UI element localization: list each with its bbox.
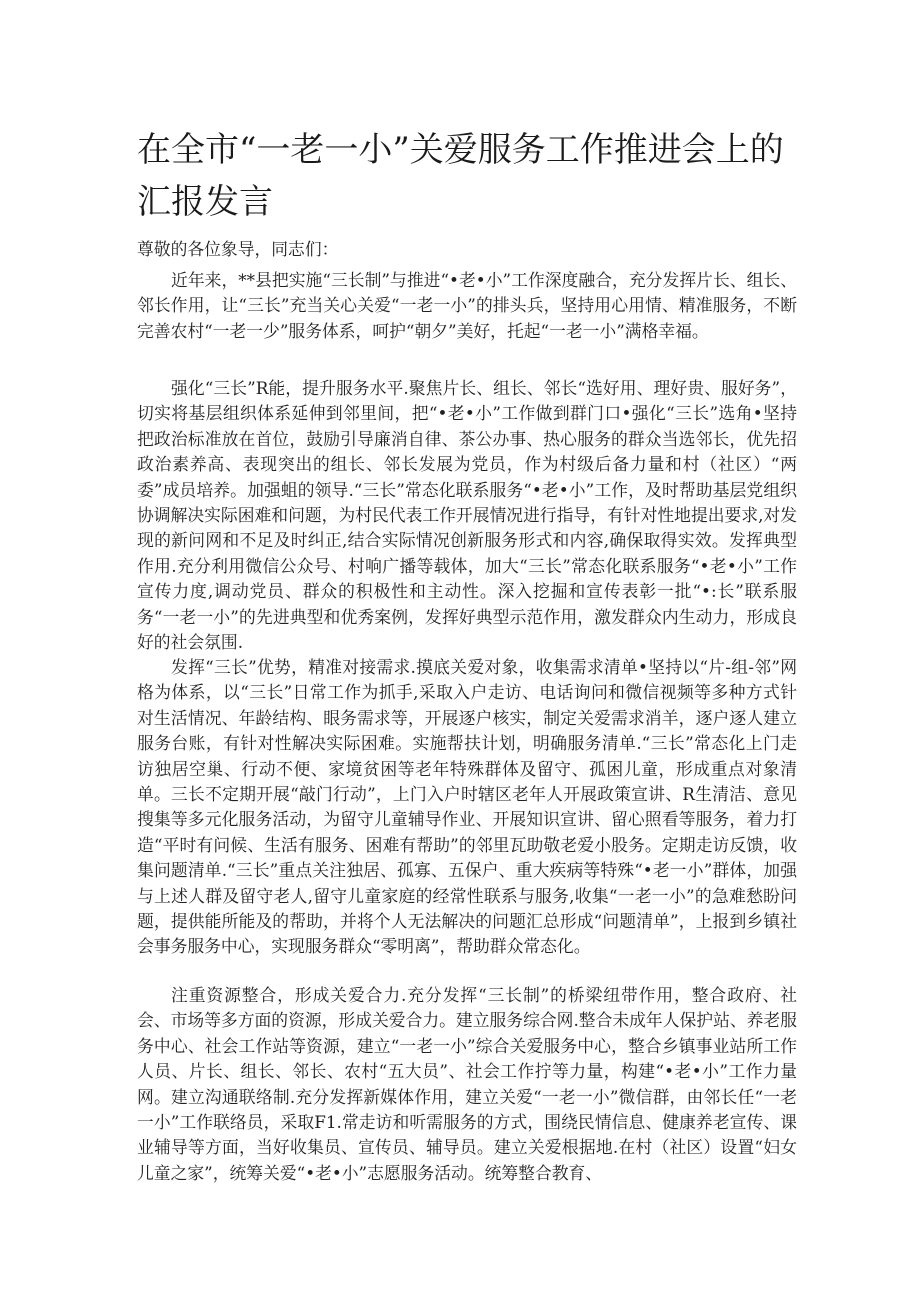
- salutation: 尊敬的各位象导，同志们：: [137, 239, 339, 259]
- document-title: 在全市“一老一小”关爱服务工作推进会上的汇报发言: [137, 130, 784, 222]
- paragraph-intro: 近年来，**县把实施“三长制”与推进“•老•小”工作深度融合，充分发挥片长、组长、邻长作用，让“三长”充当关心关爱“一老一小”的排头兵，坚持用心用情、精准服务，不断完善农村“一老一少”服务体系，呵护“朝夕”美好，托起“一老一小”满格幸福。: [137, 270, 797, 341]
- paragraph-resource-integration: 注重资源整合，形成关爱合力.充分发挥“三长制”的桥梁纽带作用，整合政府、社会、市场等多方面的资源，形成关爱合力。建立服务综合网.整合未成年人保护站、养老服务中心、社会工作站等资源，建立“一老一小”综合关爱服务中心，整合乡镇事业站所工作人员、片长、组长、邻长、农村“五大员”、社会工作拧等力量，构建“•老•小”工作力量网。建立沟通联络制.充分发挥新媒体作用，建立关爱“一老一小”微信群，由邻长任“一老一小”工作联络员，采取F1.常走访和听需服务的方式，围绕民情信息、健康养老宣传、课业辅导等方面，当好收集员、宣传员、辅导员。建立关爱根据地.在村（社区）设置“妇女儿童之家”，统筹关爱“•老•小”志愿服务活动。统筹整合教育、: [137, 985, 797, 1183]
- paragraph-leverage-advantages: 发挥“三长”优势，精准对接需求.摸底关爱对象，收集需求清单•坚持以“片-组-邻”网格为体系，以“三长”日常工作为抓手,采取入户走访、电话询问和微信视频等多种方式针对生活情况、年龄结构、眼务需求等，开展逐户核实，制定关爱需求消羊，逐户逐人建立服务台账，有针对性解决实际困难。实施帮扶计划，明确服务清单.“三长”常态化上门走访独居空巢、行动不便、家境贫困等老年特殊群体及留守、孤困儿童，形成重点对象清单。三长不定期开展“敲门行动”，上门入户时辖区老年人开展政策宣讲、R生清洁、意见搜集等多元化服务活动，为留守儿童辅导作业、开展知识宣讲、留心照看等服务，着力打造“平时有问候、生活有服务、困难有帮助”的邻里瓦助敬老爱小股务。定期走访反馈，收集问题清单.“三长”重点关注独居、孤寡、五保户、重大疾病等特殊“•老一小”群体，加强与上述人群及留守老人,留守儿童家庭的经常性联系与服务,收集“一老一小”的急难愁盼问题，提供能所能及的帮助，并将个人无法解决的问题汇总形成“问题清单”，上报到乡镇社会事务服务中心，实现服务群众“零明离”，帮助群众常态化。: [137, 657, 797, 957]
- paragraph-strengthen-three-heads: 强化“三长”R能，提升服务水平.聚焦片长、组长、邻长“选好用、理好贵、服好务”，切实将基层组织体系延伸到邻里间，把“•老•小”工作做到群门口•强化“三长”选角•坚持把政治标准放在首位，鼓励引导廉消自律、茶公办事、热心服务的群众当选邻长，优先招政治素养高、表现突出的组长、邻长发展为党员，作为村级后备力量和村（社区）“两委”成员培养。加强蛆的领导.“三长”常态化联系服务“•老•小”工作，及时帮助基层党组织协调解决实际困难和问题，为村民代表工作开展情况进行指导，有针对性地提出要求,对发现的新问网和不足及时纠正,结合实际情况创新服务形式和内容,确保取得实效。发挥典型作用.充分利用微信公众号、村响广播等载体，加大“三长”常态化联系服务“•老•小”工作宣传力度,调动党员、群众的积极性和主动性。深入挖掘和宣传表彰一批“•:长”联系服务“一老一小”的先进典型和优秀案例，发挥好典型示范作用，激发群众内生动力，形成良好的社会氛围.: [137, 378, 797, 653]
